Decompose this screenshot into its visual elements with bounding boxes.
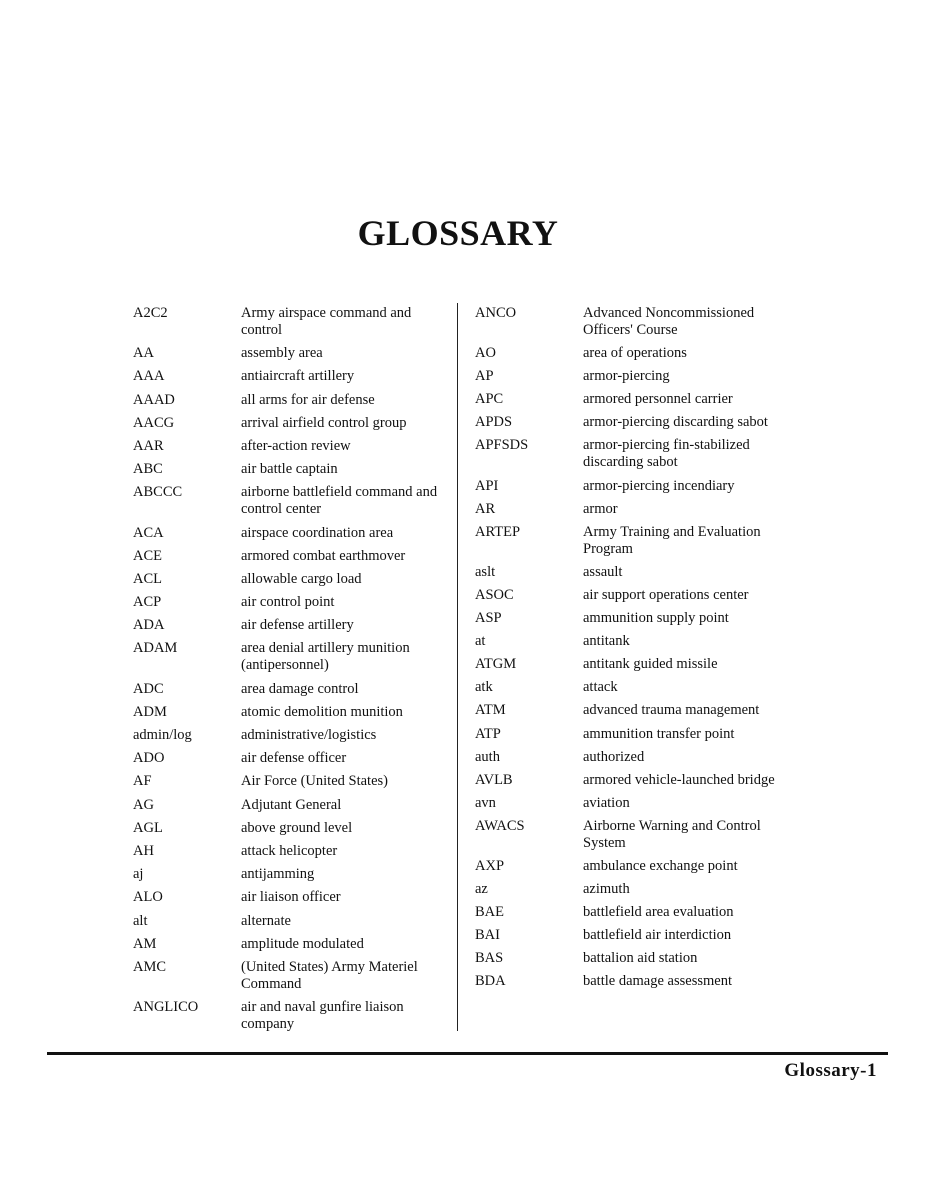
glossary-entry xyxy=(133,704,438,721)
column-divider xyxy=(457,303,458,1031)
glossary-term: alt xyxy=(133,912,148,929)
glossary-entry xyxy=(133,750,438,767)
glossary-term: AAR xyxy=(133,437,164,454)
glossary-definition: ammunition supply point xyxy=(583,610,729,627)
glossary-entry xyxy=(475,858,805,875)
glossary-entry xyxy=(133,461,438,478)
glossary-entry xyxy=(475,927,805,944)
glossary-definition: armored vehicle-launched bridge xyxy=(583,771,775,788)
glossary-definition: above ground level xyxy=(241,819,353,836)
glossary-definition: air defense officer xyxy=(241,750,347,767)
glossary-term: auth xyxy=(475,748,500,765)
glossary-entry xyxy=(133,368,438,385)
glossary-definition: airborne battlefield command and control center xyxy=(241,484,438,518)
glossary-term: AAA xyxy=(133,368,165,385)
glossary-term: BAI xyxy=(475,927,500,944)
glossary-definition: armored combat earthmover xyxy=(241,547,406,564)
glossary-entry xyxy=(475,391,805,408)
glossary-entry xyxy=(133,548,438,565)
glossary-definition: azimuth xyxy=(583,881,630,898)
glossary-term: AP xyxy=(475,368,494,385)
glossary-definition: attack xyxy=(583,679,618,696)
glossary-term: ADC xyxy=(133,680,164,697)
glossary-entry xyxy=(133,438,438,455)
glossary-definition: advanced trauma management xyxy=(583,702,760,719)
glossary-entry xyxy=(133,913,438,930)
page-title: GLOSSARY xyxy=(357,213,559,253)
glossary-term: AG xyxy=(133,796,154,813)
glossary-definition: authorized xyxy=(583,748,645,765)
glossary-term: ABCCC xyxy=(133,484,183,501)
glossary-term: A2C2 xyxy=(133,305,168,321)
glossary-definition: Army Training and Evaluation Program xyxy=(583,523,761,557)
glossary-entry xyxy=(475,368,805,385)
glossary-term: ADAM xyxy=(133,640,178,657)
glossary-definition: antijamming xyxy=(241,866,315,883)
glossary-term: BAS xyxy=(475,950,504,967)
glossary-entry xyxy=(475,656,805,673)
glossary-entry xyxy=(475,904,805,921)
glossary-definition: Army airspace command and control xyxy=(241,305,412,338)
glossary-definition: ammunition transfer point xyxy=(583,725,735,742)
glossary-entry xyxy=(133,345,438,362)
glossary-entry xyxy=(133,681,438,698)
glossary-entry xyxy=(133,820,438,837)
glossary-term: AACG xyxy=(133,414,175,431)
glossary-definition: battlefield air interdiction xyxy=(583,927,732,944)
glossary-definition: allowable cargo load xyxy=(241,570,362,587)
glossary-definition: after-action review xyxy=(241,437,351,454)
glossary-entry xyxy=(475,501,805,518)
glossary-term: ASOC xyxy=(475,586,514,603)
glossary-definition: armor-piercing xyxy=(583,368,670,385)
glossary-definition: battlefield area evaluation xyxy=(583,904,734,921)
glossary-term: BDA xyxy=(475,973,506,990)
glossary-entry xyxy=(133,594,438,611)
glossary-definition: all arms for air defense xyxy=(241,391,375,408)
glossary-term: API xyxy=(475,477,499,494)
glossary-entry xyxy=(475,414,805,431)
glossary-entry xyxy=(475,524,805,558)
glossary-entry xyxy=(133,571,438,588)
glossary-term: ADA xyxy=(133,617,165,634)
glossary-definition: battalion aid station xyxy=(583,950,698,967)
glossary-entry xyxy=(133,415,438,432)
glossary-term: ATM xyxy=(475,702,506,719)
glossary-entry xyxy=(475,478,805,495)
glossary-definition: armor-piercing fin-stabilized discarding sabot xyxy=(583,437,750,471)
glossary-definition: aviation xyxy=(583,794,630,811)
glossary-definition: arrival airfield control group xyxy=(241,414,407,431)
glossary-entry xyxy=(133,999,438,1033)
glossary-term: avn xyxy=(475,794,496,811)
glossary-term: APFSDS xyxy=(475,437,529,454)
glossary-entry xyxy=(133,936,438,953)
glossary-entry xyxy=(475,881,805,898)
glossary-term: ASP xyxy=(475,610,502,627)
glossary-definition: air battle captain xyxy=(241,461,338,478)
glossary-definition: antiaircraft artillery xyxy=(241,368,355,385)
glossary-definition: armor-piercing discarding sabot xyxy=(583,414,768,431)
glossary-term: aj xyxy=(133,866,144,883)
glossary-definition: air defense artillery xyxy=(241,617,354,634)
glossary-definition: assembly area xyxy=(241,345,323,362)
glossary-entry xyxy=(475,772,805,789)
glossary-entry xyxy=(475,305,805,339)
glossary-term: ACL xyxy=(133,570,162,587)
glossary-term: az xyxy=(475,881,488,898)
glossary-entry xyxy=(475,437,805,471)
glossary-definition: air liaison officer xyxy=(241,889,341,906)
glossary-entry xyxy=(133,727,438,744)
glossary-entry xyxy=(133,866,438,883)
glossary-definition: assault xyxy=(583,563,623,580)
glossary-entry xyxy=(475,795,805,812)
glossary-entry xyxy=(133,484,438,518)
glossary-entry xyxy=(133,773,438,790)
glossary-definition: area damage control xyxy=(241,680,359,697)
glossary-term: ADM xyxy=(133,703,167,720)
glossary-term: AA xyxy=(133,345,154,362)
glossary-entry xyxy=(475,749,805,766)
glossary-term: ATP xyxy=(475,725,501,742)
glossary-term: AXP xyxy=(475,857,505,874)
glossary-entry xyxy=(133,617,438,634)
glossary-column-left xyxy=(133,305,438,1039)
glossary-term: AAAD xyxy=(133,391,175,408)
glossary-definition: area of operations xyxy=(583,345,687,362)
glossary-definition: armored personnel carrier xyxy=(583,391,733,408)
glossary-entry xyxy=(475,587,805,604)
glossary-definition: armor-piercing incendiary xyxy=(583,477,735,494)
glossary-term: ACP xyxy=(133,594,162,611)
glossary-term: ABC xyxy=(133,461,163,478)
glossary-term: AM xyxy=(133,935,157,952)
glossary-entry xyxy=(133,525,438,542)
glossary-definition: Air Force (United States) xyxy=(241,773,388,790)
glossary-definition: administrative/logistics xyxy=(241,727,377,743)
glossary-entry xyxy=(475,702,805,719)
glossary-entry xyxy=(133,305,438,339)
glossary-term: APC xyxy=(475,391,504,408)
glossary-term: atk xyxy=(475,679,493,696)
page-number: Glossary-1 xyxy=(784,1060,877,1081)
glossary-term: aslt xyxy=(475,563,496,580)
glossary-term: ARTEP xyxy=(475,523,521,540)
glossary-entry xyxy=(133,889,438,906)
glossary-entry xyxy=(475,818,805,852)
glossary-definition: air and naval gunfire liaison company xyxy=(241,999,404,1033)
glossary-definition: area denial artillery munition (antipersonnel) xyxy=(241,640,410,674)
glossary-entry xyxy=(133,640,438,674)
glossary-entry xyxy=(475,345,805,362)
glossary-term: AWACS xyxy=(475,817,525,834)
glossary-term: AMC xyxy=(133,958,167,975)
glossary-term: AF xyxy=(133,773,152,790)
glossary-entry xyxy=(475,564,805,581)
glossary-term: AH xyxy=(133,842,154,859)
glossary-term: ADO xyxy=(133,750,165,767)
glossary-definition: (United States) Army Materiel Command xyxy=(241,958,418,992)
glossary-definition: ambulance exchange point xyxy=(583,857,738,874)
glossary-definition: atomic demolition munition xyxy=(241,703,403,720)
glossary-definition: attack helicopter xyxy=(241,842,338,859)
glossary-entry xyxy=(475,679,805,696)
glossary-term: AGL xyxy=(133,819,163,836)
glossary-term: ANGLICO xyxy=(133,999,199,1016)
glossary-definition: Advanced Noncommissioned Officers' Course xyxy=(583,305,755,338)
glossary-entry xyxy=(475,633,805,650)
glossary-term: ANCO xyxy=(475,305,517,321)
glossary-definition: air control point xyxy=(241,594,335,611)
glossary-term: ACE xyxy=(133,547,162,564)
glossary-term: APDS xyxy=(475,414,513,431)
glossary-term: ATGM xyxy=(475,656,517,673)
glossary-definition: airspace coordination area xyxy=(241,524,394,541)
glossary-definition: air support operations center xyxy=(583,586,749,603)
glossary-definition: Airborne Warning and Control System xyxy=(583,817,761,851)
glossary-entry xyxy=(475,973,805,990)
glossary-definition: armor xyxy=(583,500,618,517)
glossary-entry xyxy=(133,843,438,860)
glossary-term: AO xyxy=(475,345,496,362)
glossary-entry xyxy=(475,950,805,967)
glossary-definition: antitank guided missile xyxy=(583,656,718,673)
glossary-entry xyxy=(133,959,438,993)
glossary-definition: amplitude modulated xyxy=(241,935,364,952)
glossary-definition: antitank xyxy=(583,633,630,650)
glossary-term: ALO xyxy=(133,889,163,906)
glossary-definition: battle damage assessment xyxy=(583,973,732,990)
footer-rule xyxy=(47,1052,888,1055)
glossary-entry xyxy=(133,797,438,814)
glossary-definition: Adjutant General xyxy=(241,796,342,813)
glossary-entry xyxy=(475,610,805,627)
glossary-term: admin/log xyxy=(133,727,192,743)
glossary-definition: alternate xyxy=(241,912,291,929)
glossary-term: ACA xyxy=(133,524,164,541)
glossary-term: AR xyxy=(475,500,496,517)
glossary-term: at xyxy=(475,633,486,650)
glossary-term: BAE xyxy=(475,904,504,921)
glossary-term: AVLB xyxy=(475,771,513,788)
glossary-column-right xyxy=(475,305,805,997)
glossary-entry xyxy=(133,392,438,409)
glossary-entry xyxy=(475,726,805,743)
